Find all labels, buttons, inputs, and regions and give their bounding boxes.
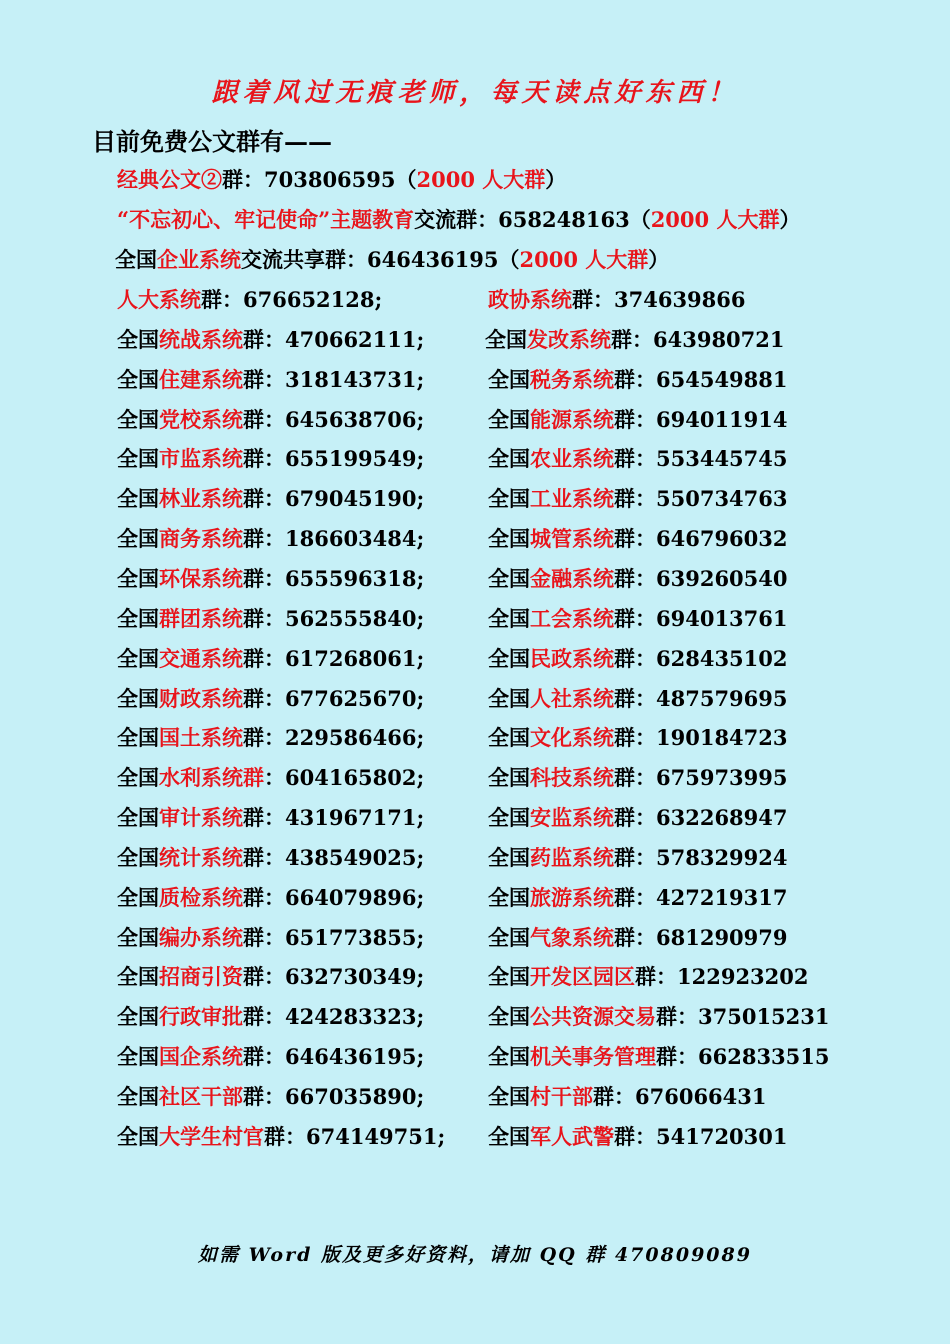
group-number: 470662111;	[285, 327, 425, 352]
group-number: 645638706;	[285, 407, 425, 432]
group-name: 社区干部	[159, 1084, 243, 1109]
group-right	[488, 800, 788, 836]
group-suffix: 群：	[243, 686, 285, 711]
group-name: 气象系统	[530, 925, 614, 950]
group-suffix: 群：	[614, 526, 656, 551]
group-size-note: 2000 人大群	[416, 167, 546, 192]
group-name: 住建系统	[159, 367, 243, 392]
group-name: 农业系统	[530, 446, 614, 471]
group-left	[117, 681, 424, 717]
group-prefix: 全国	[117, 765, 159, 790]
group-size-note: 2000 人大群	[650, 207, 780, 232]
group-number: 655199549;	[285, 446, 425, 471]
group-suffix: 群：	[243, 885, 285, 910]
group-left	[117, 362, 424, 398]
group-left	[117, 641, 424, 677]
group-prefix: 全国	[117, 964, 159, 989]
group-right	[488, 760, 788, 796]
group-prefix: 全国	[488, 486, 530, 511]
group-number: 431967171;	[285, 805, 425, 830]
group-suffix: ：	[264, 765, 285, 790]
group-name: 大学生村官	[159, 1124, 264, 1149]
group-name: 党校系统	[159, 407, 243, 432]
group-suffix: 群：	[614, 486, 656, 511]
group-name: 开发区园区	[530, 964, 635, 989]
group-name: 招商引资	[159, 964, 243, 989]
group-right	[488, 1119, 788, 1155]
group-name: 行政审批	[159, 1004, 243, 1029]
group-left	[117, 441, 424, 477]
group-prefix: 全国	[488, 805, 530, 830]
group-suffix: 群：	[656, 1044, 698, 1069]
group-right	[488, 999, 830, 1035]
group-number: 651773855;	[285, 925, 425, 950]
group-prefix: 全国	[488, 1124, 530, 1149]
group-suffix: 群：	[614, 686, 656, 711]
group-number: 646796032	[656, 526, 788, 551]
group-row	[117, 641, 877, 677]
group-suffix: 群：	[614, 765, 656, 790]
group-name: 税务系统	[530, 367, 614, 392]
group-row	[117, 920, 877, 956]
group-number: 658248163	[498, 207, 630, 232]
group-row	[117, 880, 877, 916]
group-name: 群团系统	[159, 606, 243, 631]
group-name: 工业系统	[530, 486, 614, 511]
group-name: 企业系统	[157, 247, 241, 272]
group-number: 318143731;	[285, 367, 425, 392]
group-prefix: 全国	[488, 1044, 530, 1069]
group-suffix: 群：	[243, 925, 285, 950]
page-headline: 跟着风过无痕老师，每天读点好东西！	[211, 78, 739, 108]
group-number: 675973995	[656, 765, 788, 790]
group-prefix: 全国	[117, 805, 159, 830]
group-name: 军人武警	[530, 1124, 614, 1149]
group-right	[488, 402, 788, 438]
group-suffix: 群：	[243, 566, 285, 591]
group-number: 628435102	[656, 646, 788, 671]
group-row	[117, 481, 877, 517]
group-suffix: 群：	[243, 1004, 285, 1029]
group-row	[117, 362, 877, 398]
group-left	[117, 601, 424, 637]
group-suffix: 群：	[201, 287, 243, 312]
group-prefix: 全国	[117, 486, 159, 511]
group-prefix: 全国	[488, 446, 530, 471]
group-prefix: 全国	[117, 725, 159, 750]
group-name: 金融系统	[530, 566, 614, 591]
group-suffix: 群：	[222, 167, 264, 192]
group-number: 487579695	[656, 686, 788, 711]
group-prefix: 全国	[117, 446, 159, 471]
group-prefix: 全国	[488, 526, 530, 551]
group-name: 林业系统	[159, 486, 243, 511]
group-number: 676066431	[635, 1084, 767, 1109]
group-prefix: 全国	[488, 686, 530, 711]
group-suffix: 群：	[611, 327, 653, 352]
group-number: 639260540	[656, 566, 788, 591]
group-left	[117, 481, 424, 517]
group-left	[117, 920, 424, 956]
group-prefix: 全国	[488, 964, 530, 989]
group-suffix: 群：	[614, 1124, 656, 1149]
group-name: 能源系统	[530, 407, 614, 432]
group-suffix: 群：	[243, 606, 285, 631]
group-prefix: 全国	[117, 606, 159, 631]
group-left	[117, 760, 424, 796]
group-right	[488, 959, 809, 995]
group-number: 664079896;	[285, 885, 425, 910]
group-row	[117, 561, 877, 597]
group-name: 药监系统	[530, 845, 614, 870]
group-left	[117, 1039, 424, 1075]
group-prefix: 全国	[117, 367, 159, 392]
group-name: 编办系统	[159, 925, 243, 950]
group-suffix: 群：	[243, 486, 285, 511]
group-prefix: 全国	[117, 327, 159, 352]
group-left	[117, 1119, 445, 1155]
paren-close: ）	[545, 167, 567, 192]
group-name: 统计系统	[159, 845, 243, 870]
group-left	[117, 720, 424, 756]
group-row	[117, 681, 877, 717]
group-name: 人社系统	[530, 686, 614, 711]
group-row	[117, 441, 877, 477]
group-prefix: 全国	[488, 765, 530, 790]
group-name: 机关事务管理	[530, 1044, 656, 1069]
group-prefix: 全国	[117, 686, 159, 711]
group-suffix: 群：	[243, 367, 285, 392]
group-suffix: 群：	[243, 327, 285, 352]
group-left	[117, 999, 424, 1035]
group-size-note: 2000 人大群	[519, 247, 649, 272]
group-name: 人大系统	[117, 287, 201, 312]
group-prefix: 全国	[488, 845, 530, 870]
group-name: 发改系统	[527, 327, 611, 352]
group-prefix: 全国	[485, 327, 527, 352]
group-number: 186603484;	[285, 526, 425, 551]
group-left	[117, 561, 424, 597]
group-prefix: 全国	[117, 925, 159, 950]
group-suffix: 群：	[243, 1084, 285, 1109]
group-name: 交通系统	[159, 646, 243, 671]
group-row	[117, 322, 877, 358]
group-prefix: 全国	[488, 566, 530, 591]
group-suffix: 群：	[593, 1084, 635, 1109]
group-suffix: 群：	[614, 805, 656, 830]
group-number: 427219317	[656, 885, 788, 910]
group-row	[117, 521, 877, 557]
group-number: 677625670;	[285, 686, 425, 711]
group-suffix: 交流群：	[414, 207, 499, 232]
group-name: 村干部	[530, 1084, 593, 1109]
paren-open: （	[629, 207, 651, 232]
group-number: 375015231	[698, 1004, 830, 1029]
group-number: 424283323;	[285, 1004, 425, 1029]
group-right	[488, 481, 788, 517]
group-row	[117, 999, 877, 1035]
group-number: 190184723	[656, 725, 788, 750]
group-number: 632730349;	[285, 964, 425, 989]
group-name: 国土系统	[159, 725, 243, 750]
group-row	[117, 840, 877, 876]
group-prefix: 全国	[488, 885, 530, 910]
group-number: 703806595	[264, 167, 396, 192]
group-suffix: 群：	[243, 407, 285, 432]
group-number: 694013761	[656, 606, 788, 631]
group-number: 578329924	[656, 845, 788, 870]
group-suffix: 群：	[614, 646, 656, 671]
group-name: 公共资源交易	[530, 1004, 656, 1029]
group-number: 553445745	[656, 446, 788, 471]
group-suffix: 群：	[243, 1044, 285, 1069]
group-number: 617268061;	[285, 646, 425, 671]
group-right	[488, 282, 746, 318]
group-suffix: 群：	[614, 446, 656, 471]
group-row	[117, 760, 877, 796]
group-suffix: 群：	[614, 925, 656, 950]
group-name: 工会系统	[530, 606, 614, 631]
group-prefix: 全国	[488, 367, 530, 392]
group-suffix: 群：	[243, 725, 285, 750]
paren-close: ）	[648, 247, 670, 272]
paren-open: （	[498, 247, 520, 272]
group-row	[117, 1119, 877, 1155]
group-suffix: 交流共享群：	[241, 247, 367, 272]
group-prefix: 全国	[117, 1004, 159, 1029]
group-suffix: 群：	[614, 845, 656, 870]
group-prefix: 全国	[117, 1084, 159, 1109]
paren-close: ）	[779, 207, 801, 232]
group-prefix: 全国	[117, 526, 159, 551]
group-left	[117, 880, 424, 916]
group-name: 质检系统	[159, 885, 243, 910]
group-prefix: 全国	[488, 725, 530, 750]
group-suffix: 群：	[243, 964, 285, 989]
group-suffix: 群：	[635, 964, 677, 989]
group-prefix: 全国	[488, 646, 530, 671]
group-row	[117, 1039, 877, 1075]
group-suffix: 群：	[656, 1004, 698, 1029]
group-name: 市监系统	[159, 446, 243, 471]
group-prefix: 全国	[117, 566, 159, 591]
group-number: 562555840;	[285, 606, 425, 631]
group-right	[488, 920, 788, 956]
group-left	[117, 1079, 424, 1115]
group-left	[117, 521, 424, 557]
group-name: 审计系统	[159, 805, 243, 830]
group-prefix: 全国	[488, 925, 530, 950]
group-right	[488, 1079, 767, 1115]
group-prefix: 全国	[488, 1084, 530, 1109]
group-right	[488, 880, 788, 916]
featured-group-row	[117, 202, 800, 238]
group-number: 541720301	[656, 1124, 788, 1149]
group-number: 438549025;	[285, 845, 425, 870]
group-number: 550734763	[656, 486, 788, 511]
group-row	[117, 601, 877, 637]
group-name: 安监系统	[530, 805, 614, 830]
group-right	[485, 322, 785, 358]
group-right	[488, 681, 788, 717]
group-suffix: 群：	[614, 407, 656, 432]
group-number: 681290979	[656, 925, 788, 950]
group-name: “不忘初心、牢记使命”主题教育	[117, 207, 415, 232]
group-right	[488, 641, 788, 677]
group-number: 632268947	[656, 805, 788, 830]
group-number: 654549881	[656, 367, 788, 392]
group-suffix: 群：	[614, 367, 656, 392]
group-name: 政协系统	[488, 287, 572, 312]
group-prefix: 全国	[117, 845, 159, 870]
section-heading: 目前免费公文群有——	[92, 127, 332, 156]
group-suffix: 群：	[243, 446, 285, 471]
group-row	[117, 1079, 877, 1115]
group-row	[117, 402, 877, 438]
group-number: 667035890;	[285, 1084, 425, 1109]
group-right	[488, 441, 788, 477]
group-prefix: 全国	[117, 1124, 159, 1149]
group-name: 民政系统	[530, 646, 614, 671]
group-row	[117, 800, 877, 836]
featured-group-row	[117, 162, 566, 198]
group-number: 655596318;	[285, 566, 425, 591]
group-number: 643980721	[653, 327, 785, 352]
group-name: 城管系统	[530, 526, 614, 551]
group-prefix: 全国	[117, 885, 159, 910]
group-number: 674149751;	[306, 1124, 446, 1149]
group-name: 文化系统	[530, 725, 614, 750]
group-row	[117, 959, 877, 995]
group-name: 国企系统	[159, 1044, 243, 1069]
group-number: 229586466;	[285, 725, 425, 750]
group-name: 环保系统	[159, 566, 243, 591]
group-suffix: 群：	[243, 845, 285, 870]
group-left	[117, 402, 424, 438]
featured-group-row	[115, 242, 669, 278]
group-row	[117, 282, 877, 318]
group-prefix: 全国	[115, 247, 157, 272]
group-number: 646436195;	[285, 1044, 425, 1069]
group-right	[488, 840, 788, 876]
group-number: 646436195	[367, 247, 499, 272]
group-prefix: 全国	[117, 646, 159, 671]
group-number: 676652128;	[243, 287, 383, 312]
group-suffix: 群：	[614, 885, 656, 910]
group-right	[488, 521, 788, 557]
group-suffix: 群：	[243, 526, 285, 551]
group-prefix: 全国	[488, 407, 530, 432]
group-number: 374639866	[614, 287, 746, 312]
group-name: 经典公文②	[117, 167, 222, 192]
group-left	[117, 959, 424, 995]
group-left	[117, 840, 424, 876]
group-suffix: 群：	[243, 805, 285, 830]
group-name: 科技系统	[530, 765, 614, 790]
group-right	[488, 362, 788, 398]
group-left	[117, 282, 382, 318]
group-suffix: 群：	[572, 287, 614, 312]
group-suffix: 群：	[614, 566, 656, 591]
group-name: 水利系统群	[159, 765, 264, 790]
group-name: 财政系统	[159, 686, 243, 711]
group-prefix: 全国	[488, 1004, 530, 1029]
group-prefix: 全国	[117, 1044, 159, 1069]
group-suffix: 群：	[614, 606, 656, 631]
group-name: 旅游系统	[530, 885, 614, 910]
group-number: 604165802;	[285, 765, 425, 790]
footer-note: 如需 Word 版及更多好资料，请加 QQ 群 470809089	[198, 1244, 752, 1266]
group-suffix: 群：	[614, 725, 656, 750]
group-suffix: 群：	[243, 646, 285, 671]
group-prefix: 全国	[488, 606, 530, 631]
group-name: 商务系统	[159, 526, 243, 551]
group-right	[488, 720, 788, 756]
group-number: 662833515	[698, 1044, 830, 1069]
group-name: 统战系统	[159, 327, 243, 352]
group-left	[117, 800, 424, 836]
group-left	[117, 322, 424, 358]
group-row	[117, 720, 877, 756]
group-number: 122923202	[677, 964, 809, 989]
group-suffix: 群：	[264, 1124, 306, 1149]
group-right	[488, 601, 788, 637]
paren-open: （	[395, 167, 417, 192]
group-right	[488, 1039, 830, 1075]
group-number: 679045190;	[285, 486, 425, 511]
group-number: 694011914	[656, 407, 788, 432]
group-right	[488, 561, 788, 597]
group-prefix: 全国	[117, 407, 159, 432]
